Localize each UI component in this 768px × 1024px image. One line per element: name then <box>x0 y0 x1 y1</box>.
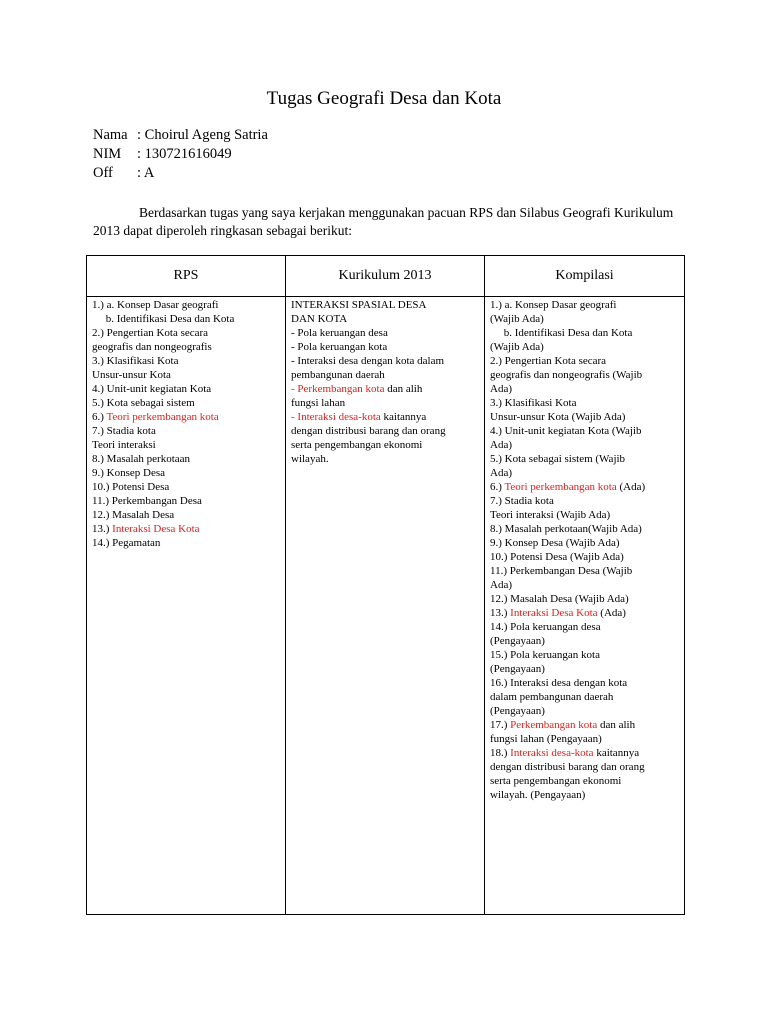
line-text: 7.) Stadia kota <box>92 425 156 437</box>
cell-line <box>92 466 280 480</box>
cell-line <box>490 452 679 466</box>
cell-line <box>490 396 679 410</box>
highlighted-text: Interaksi Desa Kota <box>510 607 598 619</box>
line-text: INTERAKSI SPASIAL DESA <box>291 299 427 311</box>
cell-line <box>291 312 479 326</box>
line-text: Teori interaksi (Wajib Ada) <box>490 509 611 521</box>
rps-cell <box>87 297 286 915</box>
line-text: 1.) a. Konsep Dasar geografi <box>92 299 219 311</box>
line-text: 2.) Pengertian Kota secara <box>490 355 607 367</box>
cell-line <box>92 326 280 340</box>
cell-line <box>291 382 479 396</box>
highlighted-text: Perkembangan kota <box>510 719 598 731</box>
line-text: (Pengayaan) <box>490 663 545 675</box>
cell-line <box>490 788 679 802</box>
kompilasi-cell <box>485 297 685 915</box>
cell-line <box>291 368 479 382</box>
cell-line <box>490 312 679 326</box>
line-text: b. Identifikasi Desa dan Kota <box>92 313 235 325</box>
highlighted-text: Teori perkembangan kota <box>106 411 219 423</box>
cell-line <box>490 368 679 382</box>
cell-line <box>92 452 280 466</box>
cell-line <box>92 354 280 368</box>
line-text: b. Identifikasi Desa dan Kota <box>490 327 633 339</box>
cell-line <box>490 732 679 746</box>
line-text: (Wajib Ada) <box>490 341 544 353</box>
header-rps: RPS <box>87 256 286 297</box>
line-text: Ada) <box>490 383 512 395</box>
line-text: 3.) Klasifikasi Kota <box>92 355 179 367</box>
cell-line <box>490 690 679 704</box>
highlighted-text: - Perkembangan kota <box>291 383 385 395</box>
cell-line <box>92 410 280 424</box>
cell-line <box>92 494 280 508</box>
cell-line <box>490 676 679 690</box>
info-value: : Choirul Ageng Satria <box>137 127 268 143</box>
document-title: Tugas Geografi Desa dan Kota <box>266 88 502 109</box>
cell-line <box>490 634 679 648</box>
header-kompilasi: Kompilasi <box>485 256 685 297</box>
line-text: dan alih <box>384 383 423 395</box>
line-text: 10.) Potensi Desa (Wajib Ada) <box>490 551 624 563</box>
cell-line <box>490 774 679 788</box>
line-text: 5.) Kota sebagai sistem (Wajib <box>490 453 626 465</box>
intro-paragraph <box>93 204 683 240</box>
cell-line <box>291 410 479 424</box>
line-text: 1.) a. Konsep Dasar geografi <box>490 299 617 311</box>
cell-line <box>92 312 280 326</box>
kurikulum-cell <box>286 297 485 915</box>
line-text: - Pola keruangan kota <box>291 341 388 353</box>
cell-line <box>490 382 679 396</box>
line-text: 4.) Unit-unit kegiatan Kota (Wajib <box>490 425 642 437</box>
line-text: 14.) Pola keruangan desa <box>490 621 601 633</box>
kurikulum-list <box>291 297 479 466</box>
cell-line <box>490 508 679 522</box>
cell-line <box>291 396 479 410</box>
kompilasi-list <box>490 297 679 802</box>
line-text: - Pola keruangan desa <box>291 327 388 339</box>
line-text: (Pengayaan) <box>490 635 545 647</box>
cell-line <box>291 438 479 452</box>
line-text: 6.) <box>490 481 505 493</box>
cell-line <box>490 410 679 424</box>
info-row-off <box>93 164 268 183</box>
line-text: 16.) Interaksi desa dengan kota <box>490 677 628 689</box>
cell-line <box>490 718 679 732</box>
cell-line <box>92 424 280 438</box>
cell-line <box>490 522 679 536</box>
cell-line <box>490 340 679 354</box>
cell-line <box>490 746 679 760</box>
highlighted-text: Interaksi desa-kota <box>510 747 594 759</box>
line-text: 7.) Stadia kota <box>490 495 554 507</box>
cell-line <box>490 578 679 592</box>
info-label: NIM <box>93 146 122 162</box>
cell-line <box>490 760 679 774</box>
info-row-nim <box>93 145 268 164</box>
line-text: 9.) Konsep Desa <box>92 467 166 479</box>
cell-line <box>92 536 280 550</box>
cell-line <box>490 606 679 620</box>
line-text: Ada) <box>490 579 512 591</box>
line-text: serta pengembangan ekonomi <box>291 439 423 451</box>
line-text: wilayah. <box>291 453 329 465</box>
line-text: 15.) Pola keruangan kota <box>490 649 600 661</box>
info-label: Off <box>93 165 113 181</box>
cell-line <box>490 704 679 718</box>
line-text: 11.) Perkembangan Desa (Wajib <box>490 565 633 577</box>
table-header-row <box>87 256 685 297</box>
line-text: kaitannya <box>380 411 427 423</box>
cell-line <box>291 424 479 438</box>
cell-line <box>490 550 679 564</box>
line-text: serta pengembangan ekonomi <box>490 775 622 787</box>
line-text: DAN KOTA <box>291 313 348 325</box>
cell-line <box>92 382 280 396</box>
cell-line <box>291 354 479 368</box>
info-label: Nama <box>93 127 128 143</box>
line-text: Ada) <box>490 439 512 451</box>
cell-line <box>490 354 679 368</box>
line-text: fungsi lahan (Pengayaan) <box>490 733 602 745</box>
student-info <box>93 126 268 183</box>
line-text: 18.) <box>490 747 511 759</box>
line-text: 9.) Konsep Desa (Wajib Ada) <box>490 537 620 549</box>
cell-line <box>291 298 479 312</box>
line-text: kaitannya <box>593 747 640 759</box>
rps-list <box>92 297 280 550</box>
intro-text: Berdasarkan tugas yang saya kerjakan menggunakan pacuan RPS dan Silabus Geografi Kurikulum 2013 dapat diperoleh ringkasan sebagai berikut: <box>93 205 674 238</box>
line-text: dengan distribusi barang dan orang <box>291 425 446 437</box>
line-text: 4.) Unit-unit kegiatan Kota <box>92 383 212 395</box>
line-text: 5.) Kota sebagai sistem <box>92 397 195 409</box>
cell-line <box>92 438 280 452</box>
line-text: dan alih <box>597 719 636 731</box>
cell-line <box>490 494 679 508</box>
header-kurikulum: Kurikulum 2013 <box>286 256 485 297</box>
cell-line <box>92 480 280 494</box>
line-text: pembangunan daerah <box>291 369 385 381</box>
line-text: Unsur-unsur Kota <box>92 369 171 381</box>
line-text: 12.) Masalah Desa <box>92 509 175 521</box>
line-text: Teori interaksi <box>92 439 156 451</box>
line-text: 11.) Perkembangan Desa <box>92 495 202 507</box>
info-value: : A <box>137 165 155 181</box>
line-text: dengan distribusi barang dan orang <box>490 761 645 773</box>
cell-line <box>92 522 280 536</box>
cell-line <box>490 662 679 676</box>
line-text: 13.) <box>92 523 113 535</box>
line-text: geografis dan nongeografis (Wajib <box>490 369 643 381</box>
cell-line <box>490 620 679 634</box>
line-text: 8.) Masalah perkotaan <box>92 453 191 465</box>
table-body-row <box>87 297 685 915</box>
highlighted-text: - Interaksi desa-kota <box>291 411 381 423</box>
line-text: fungsi lahan <box>291 397 346 409</box>
line-text: (Pengayaan) <box>490 705 545 717</box>
cell-line <box>92 396 280 410</box>
line-text: - Interaksi desa dengan kota dalam <box>291 355 445 367</box>
cell-line <box>490 648 679 662</box>
line-text: (Ada) <box>616 481 646 493</box>
line-text: Unsur-unsur Kota (Wajib Ada) <box>490 411 626 423</box>
line-text: (Ada) <box>597 607 626 619</box>
line-text: 10.) Potensi Desa <box>92 481 170 493</box>
cell-line <box>291 326 479 340</box>
line-text: 17.) <box>490 719 511 731</box>
line-text: (Wajib Ada) <box>490 313 544 325</box>
highlighted-text: Teori perkembangan kota <box>504 481 617 493</box>
line-text: wilayah. (Pengayaan) <box>490 789 586 801</box>
cell-line <box>490 592 679 606</box>
cell-line <box>92 508 280 522</box>
cell-line <box>490 298 679 312</box>
cell-line <box>490 536 679 550</box>
line-text: Ada) <box>490 467 512 479</box>
line-text: 14.) Pegamatan <box>92 537 161 549</box>
highlighted-text: Interaksi Desa Kota <box>112 523 200 535</box>
line-text: 8.) Masalah perkotaan(Wajib Ada) <box>490 523 642 535</box>
cell-line <box>291 340 479 354</box>
cell-line <box>490 480 679 494</box>
line-text: 13.) <box>490 607 511 619</box>
cell-line <box>490 326 679 340</box>
cell-line <box>490 564 679 578</box>
cell-line <box>291 452 479 466</box>
cell-line <box>92 298 280 312</box>
summary-table <box>86 255 685 915</box>
line-text: 3.) Klasifikasi Kota <box>490 397 577 409</box>
line-text: 2.) Pengertian Kota secara <box>92 327 209 339</box>
line-text: dalam pembangunan daerah <box>490 691 614 703</box>
line-text: geografis dan nongeografis <box>92 341 212 353</box>
cell-line <box>490 438 679 452</box>
cell-line <box>92 340 280 354</box>
cell-line <box>490 466 679 480</box>
info-row-nama <box>93 126 268 145</box>
info-value: : 130721616049 <box>137 146 232 162</box>
cell-line <box>92 368 280 382</box>
cell-line <box>490 424 679 438</box>
line-text: 12.) Masalah Desa (Wajib Ada) <box>490 593 629 605</box>
line-text: 6.) <box>92 411 107 423</box>
